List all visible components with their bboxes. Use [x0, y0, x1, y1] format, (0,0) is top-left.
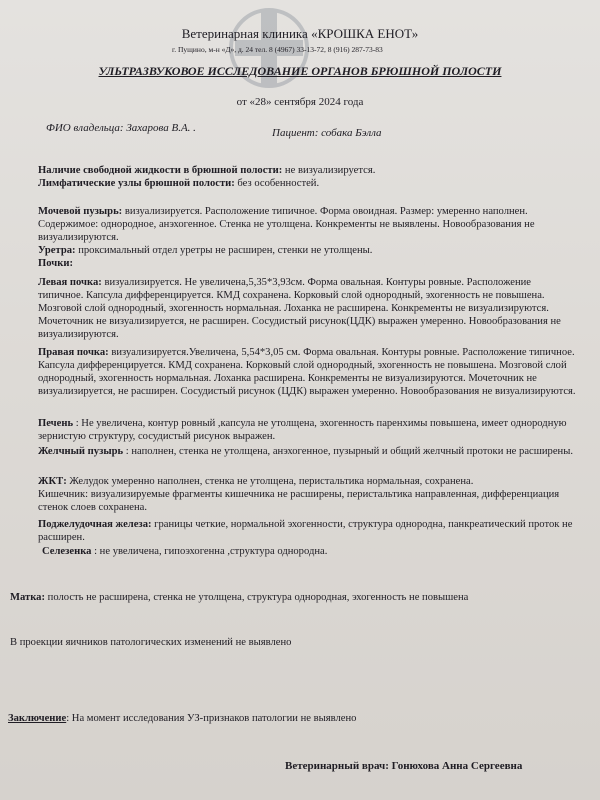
- urethra-value: проксимальный отдел уретры не расширен, стенки не утолщены.: [75, 245, 373, 256]
- finding-urethra: [38, 245, 578, 258]
- bladder-label: Мочевой пузырь:: [38, 206, 123, 217]
- owner-value: Захарова В.А. .: [126, 122, 196, 134]
- owner-line: [46, 122, 196, 134]
- right-kidney-value: визуализируется.Увеличена, 5,54*3,05 см. Форма овальная. Контуры ровные. Расположение типичное. Капсула дифференцируется. КМД сохранена. Корковый слой однородный, эхогенность не повышена. Мозговой слой однородный, эхогенность нормальная. Лоханка расширена. Конкременты не визуализируются. Мочеточник не визуализируется, не расширен. Сосудистый рисунок (ЦДК) выражен умеренно. Новообразования не визуализируются.: [38, 347, 576, 397]
- spleen-label: Селезенка: [42, 546, 92, 557]
- finding-gi: [38, 476, 578, 489]
- spleen-value: : не увеличена, гипоэхогенна ,структура однородна.: [91, 546, 328, 557]
- patient-value: собака Бэлла: [321, 127, 382, 139]
- document-date: от «28» сентября 2024 года: [236, 96, 364, 108]
- patient-label: Пациент:: [272, 127, 319, 139]
- uterus-value: полость не расширена, стенка не утолщена, структура однородная, эхогенность не повышена: [45, 592, 469, 603]
- liver-label: Печень: [38, 418, 74, 429]
- uterus-label: Матка:: [10, 592, 45, 603]
- finding-lymph-nodes: [38, 178, 578, 191]
- finding-right-kidney: [38, 347, 578, 399]
- free-fluid-label: Наличие свободной жидкости в брюшной полости:: [38, 165, 283, 176]
- lymph-nodes-label: Лимфатические узлы брюшной полости:: [38, 178, 235, 189]
- finding-free-fluid: [38, 165, 578, 178]
- signature: Ветеринарный врач: Гонюхова Анна Сергеевна: [285, 760, 523, 772]
- finding-pancreas: [38, 519, 578, 545]
- owner-label: ФИО владельца:: [46, 122, 124, 134]
- kidneys-heading: [38, 258, 578, 271]
- liver-value: : Не увеличена, контур ровный ,капсула не утолщена, эхогенность паренхимы повышена, имеет однородную зернистую структуру, сосудистый рисунок выражен.: [38, 418, 567, 442]
- clinic-address: г. Пущино, м-н «Д», д. 24 тел. 8 (4967) 33-13-72, 8 (916) 287-73-83: [172, 45, 383, 54]
- finding-liver: [38, 418, 578, 444]
- patient-line: [272, 127, 382, 139]
- conclusion: [8, 713, 548, 726]
- urethra-label: Уретра:: [38, 245, 76, 256]
- ovaries-value: В проекции яичников патологических изменений не выявлено: [10, 637, 292, 648]
- finding-uterus: [10, 592, 550, 605]
- gi-value: Желудок умеренно наполнен, стенка не утолщена, перистальтика нормальная, сохранена.: [66, 476, 474, 487]
- pancreas-value: границы четкие, нормальной эхогенности, структура однородна, панкреатический проток не расширен.: [38, 519, 573, 543]
- conclusion-label: Заключение: [8, 713, 67, 724]
- gallbladder-label: Желчный пузырь: [38, 446, 124, 457]
- gallbladder-value: : наполнен, стенка не утолщена, анэхогенное, пузырный и общий желчный протоки не расширены.: [123, 446, 573, 457]
- kidneys-heading-label: Почки:: [38, 258, 73, 269]
- right-kidney-label: Правая почка:: [38, 347, 109, 358]
- clinic-name: Ветеринарная клиника «КРОШКА ЕНОТ»: [181, 26, 419, 41]
- finding-spleen: [42, 546, 582, 559]
- lymph-nodes-value: без особенностей.: [234, 178, 320, 189]
- free-fluid-value: не визуализируется.: [282, 165, 376, 176]
- conclusion-value: : На момент исследования УЗ-признаков патологии не выявлено: [66, 713, 357, 724]
- finding-bladder: [38, 206, 578, 245]
- bladder-value: визуализируется. Расположение типичное. Форма овоидная. Размер: умеренно наполнен. Содержимое: однородное, анэхогенное. Стенка не утолщена. Конкременты не выявлены. Новообразования не визуализируются.: [38, 206, 535, 243]
- intestine-value: Кишечник: визуализируемые фрагменты кишечника не расширены, перистальтика направленная, дифференциация стенок слоев сохранена.: [38, 489, 560, 513]
- finding-ovaries: [10, 637, 550, 650]
- pancreas-label: Поджелудочная железа:: [38, 519, 152, 530]
- finding-intestine: [38, 489, 578, 515]
- left-kidney-label: Левая почка:: [38, 277, 102, 288]
- finding-left-kidney: [38, 277, 578, 342]
- gi-label: ЖКТ:: [38, 476, 67, 487]
- document-title: УЛЬТРАЗВУКОВОЕ ИССЛЕДОВАНИЕ ОРГАНОВ БРЮШНОЙ ПОЛОСТИ: [98, 64, 502, 78]
- left-kidney-value: визуализируется. Не увеличена,5,35*3,93см. Форма овальная. Контуры ровные. Расположение типичное. Капсула дифференцируется. КМД сохранена. Корковый слой однородный, эхогенность не повышена. Мозговой слой однородный, эхогенность нормальная. Лоханка не расширена. Конкременты не визуализируются. Мочеточник не визуализируется, не расширен. Сосудистый рисунок(ЦДК) выражен умеренно. Новообразования не визуализируются.: [38, 277, 561, 340]
- finding-gallbladder: [38, 446, 578, 459]
